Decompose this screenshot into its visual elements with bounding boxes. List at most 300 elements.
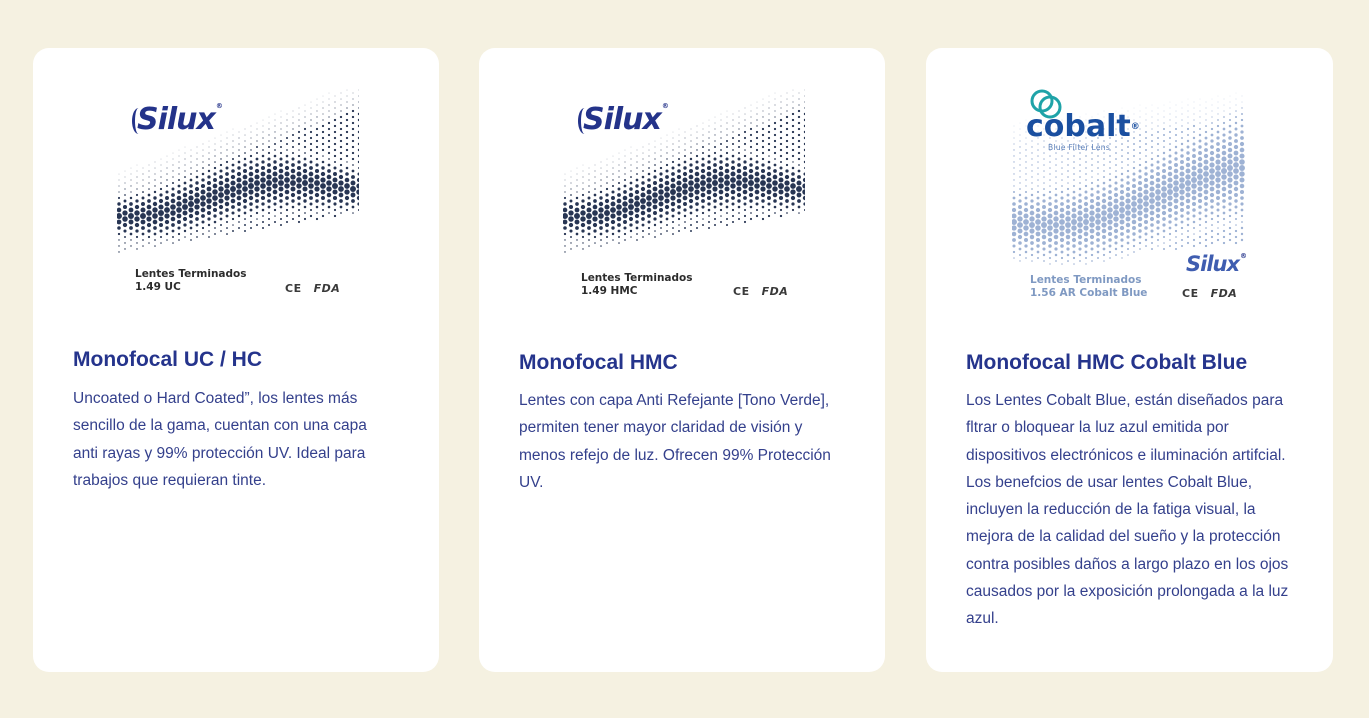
halftone-dot [339, 193, 344, 198]
halftone-dot [618, 182, 620, 184]
halftone-dot [231, 205, 235, 209]
halftone-dot [195, 187, 199, 191]
halftone-dot [238, 149, 239, 150]
halftone-dot [1163, 128, 1165, 130]
halftone-dot [714, 224, 716, 226]
halftone-dot [230, 186, 236, 192]
halftone-dot [1115, 248, 1117, 250]
halftone-dot [1025, 161, 1026, 162]
halftone-dot [1162, 217, 1166, 221]
halftone-dot [1228, 202, 1231, 205]
halftone-dot [328, 110, 329, 111]
halftone-dot [1146, 108, 1147, 109]
halftone-dot [646, 201, 651, 206]
halftone-dot [1018, 241, 1022, 245]
halftone-dot [575, 202, 579, 206]
halftone-dot [677, 199, 682, 204]
halftone-dot [1155, 195, 1161, 201]
halftone-dot [1218, 102, 1219, 103]
halftone-dot [292, 212, 294, 214]
halftone-dot [1211, 230, 1213, 232]
halftone-dot [774, 212, 776, 214]
halftone-dot [1229, 227, 1231, 229]
halftone-dot [619, 159, 620, 160]
halftone-dot [184, 170, 185, 171]
halftone-dot [707, 190, 712, 195]
halftone-dot [774, 158, 776, 160]
halftone-dot [792, 125, 794, 127]
halftone-dot [296, 183, 301, 188]
halftone-dot [1191, 189, 1196, 194]
halftone-dot [1175, 224, 1178, 227]
halftone-dot [1079, 188, 1081, 190]
halftone-dot [660, 155, 661, 156]
halftone-dot [792, 113, 794, 115]
halftone-dot [791, 178, 796, 183]
halftone-dot [605, 229, 608, 232]
halftone-dot [624, 185, 627, 188]
halftone-dot [611, 226, 614, 229]
halftone-dot [640, 204, 645, 209]
halftone-dot [1169, 227, 1172, 230]
halftone-dot [774, 116, 775, 117]
halftone-dot [160, 236, 162, 238]
halftone-dot [750, 152, 752, 154]
halftone-dot [280, 158, 283, 161]
halftone-dot [1060, 232, 1065, 237]
halftone-dot [1143, 189, 1148, 194]
halftone-dot [1109, 251, 1111, 253]
halftone-dot [1108, 196, 1112, 200]
halftone-dot [1109, 161, 1111, 163]
halftone-dot [1023, 213, 1028, 218]
halftone-dot [208, 164, 210, 166]
halftone-dot [1053, 228, 1058, 233]
halftone-dot [664, 186, 669, 191]
halftone-dot [298, 155, 300, 157]
halftone-dot [569, 205, 573, 209]
halftone-dot [220, 218, 223, 221]
halftone-dot [589, 168, 590, 169]
halftone-dot [292, 152, 294, 154]
halftone-dot [220, 164, 222, 166]
halftone-dot [286, 131, 287, 132]
halftone-dot [1228, 190, 1232, 194]
halftone-dot [792, 149, 794, 151]
halftone-dot [702, 212, 704, 214]
halftone-dot [780, 209, 782, 211]
halftone-dot [1012, 208, 1016, 212]
halftone-dot [164, 213, 169, 218]
halftone-dot [652, 192, 658, 198]
halftone-dot [634, 195, 639, 200]
halftone-dot [1240, 196, 1244, 200]
halftone-dot [665, 205, 669, 209]
halftone-dot [1204, 196, 1208, 200]
halftone-dot [804, 125, 805, 127]
halftone-dot [708, 209, 711, 212]
halftone-dot [1079, 260, 1081, 262]
halftone-dot [214, 161, 216, 163]
halftone-dot [176, 201, 181, 206]
halftone-dot [780, 113, 781, 114]
halftone-dot [1097, 179, 1099, 181]
halftone-dot [322, 215, 324, 217]
halftone-dot [326, 186, 331, 191]
halftone-dot [683, 178, 688, 183]
halftone-dot [625, 162, 626, 163]
halftone-dot [583, 177, 584, 178]
halftone-dot [1212, 99, 1213, 100]
halftone-dot [212, 195, 218, 201]
halftone-dot [799, 93, 800, 94]
halftone-dot [268, 152, 270, 154]
halftone-dot [1085, 191, 1088, 194]
halftone-dot [635, 190, 639, 194]
halftone-dot [1203, 165, 1208, 170]
halftone-dot [1205, 245, 1207, 247]
halftone-dot [1210, 151, 1214, 155]
halftone-dot [1198, 151, 1202, 155]
halftone-dot [1079, 176, 1081, 178]
halftone-dot [666, 218, 669, 221]
halftone-dot [1018, 199, 1021, 202]
halftone-dot [154, 185, 155, 186]
halftone-dot [1188, 111, 1189, 112]
halftone-dot [243, 193, 248, 198]
halftone-dot [233, 129, 234, 130]
halftone-dot [149, 171, 150, 172]
halftone-dot [1073, 251, 1076, 254]
halftone-dot [749, 169, 753, 173]
halftone-dot [328, 134, 330, 136]
halftone-dot [718, 177, 724, 183]
halftone-dot [251, 126, 252, 127]
halftone-dot [696, 209, 699, 212]
halftone-dot [136, 182, 137, 183]
halftone-dot [346, 209, 348, 211]
halftone-dot [719, 166, 723, 170]
halftone-dot [679, 141, 680, 142]
halftone-dot [1217, 113, 1218, 114]
halftone-dot [738, 134, 740, 136]
halftone-dot [1175, 242, 1177, 244]
halftone-dot [279, 163, 283, 167]
halftone-dot [131, 168, 132, 169]
halftone-dot [769, 108, 770, 109]
halftone-dot [744, 131, 746, 133]
halftone-dot [636, 173, 638, 175]
halftone-dot [232, 224, 234, 226]
halftone-dot [623, 190, 627, 194]
halftone-dot [786, 164, 788, 166]
halftone-dot [1155, 183, 1160, 188]
halftone-dot [1031, 152, 1032, 153]
halftone-dot [766, 183, 772, 189]
halftone-dot [1150, 223, 1154, 227]
halftone-dot [798, 110, 800, 112]
halftone-dot [267, 163, 271, 167]
halftone-dot [1167, 183, 1173, 189]
halftone-dot [676, 180, 681, 185]
halftone-dot [600, 179, 601, 180]
halftone-dot [1066, 247, 1069, 250]
halftone-dot [714, 152, 716, 154]
halftone-dot [1192, 148, 1195, 151]
halftone-dot [1108, 184, 1111, 187]
halftone-dot [780, 137, 782, 139]
halftone-dot [630, 164, 631, 165]
halftone-dot [1163, 158, 1166, 161]
halftone-dot [677, 205, 681, 209]
halftone-dot [296, 177, 302, 183]
halftone-dot [1174, 199, 1179, 204]
halftone-dot [683, 172, 687, 176]
halftone-dot [225, 172, 229, 176]
halftone-dot [599, 220, 604, 225]
halftone-dot [1017, 222, 1023, 228]
halftone-dot [321, 202, 324, 205]
halftone-dot [125, 171, 126, 172]
halftone-dot [1091, 158, 1093, 160]
halftone-dot [260, 177, 266, 183]
halftone-dot [1240, 136, 1244, 140]
halftone-dot [344, 189, 349, 194]
halftone-dot [1227, 171, 1233, 177]
halftone-dot [184, 164, 185, 165]
halftone-dot [1073, 161, 1075, 163]
halftone-dot [1095, 213, 1101, 219]
halftone-dot [147, 229, 150, 232]
halftone-dot [136, 242, 137, 243]
halftone-dot [647, 214, 651, 218]
halftone-dot [209, 147, 210, 148]
halftone-dot [1037, 149, 1039, 151]
halftone-dot [762, 140, 764, 142]
halftone-dot [780, 161, 782, 163]
halftone-dot [1036, 238, 1040, 242]
halftone-dot [694, 189, 699, 194]
halftone-dot [798, 206, 801, 209]
halftone-dot [242, 186, 248, 192]
halftone-dot [1180, 154, 1183, 157]
halftone-dot [322, 155, 324, 157]
halftone-dot [724, 174, 729, 179]
halftone-dot [165, 220, 169, 224]
halftone-dot [1067, 158, 1069, 160]
halftone-dot [714, 146, 716, 148]
halftone-dot [670, 183, 675, 188]
halftone-dot [798, 152, 800, 154]
halftone-dot [786, 146, 788, 148]
halftone-dot [606, 182, 608, 184]
halftone-dot [677, 211, 680, 214]
halftone-dot [128, 213, 134, 219]
halftone-dot [334, 149, 336, 151]
halftone-dot [1073, 179, 1075, 181]
halftone-dot [352, 164, 354, 166]
halftone-dot [1037, 167, 1039, 169]
halftone-dot [292, 128, 293, 129]
halftone-dot [327, 199, 331, 203]
halftone-dot [594, 182, 595, 183]
halftone-dot [322, 131, 324, 133]
halftone-dot [1185, 180, 1191, 186]
halftone-dot [804, 209, 805, 211]
halftone-dot [690, 218, 692, 220]
halftone-dot [219, 211, 222, 214]
halftone-dot [1168, 166, 1172, 170]
halftone-dot [625, 150, 626, 151]
halftone-dot [775, 93, 776, 94]
halftone-dot [678, 218, 680, 220]
halftone-dot [1223, 122, 1225, 124]
halftone-dot [780, 215, 782, 217]
halftone-dot [212, 189, 218, 195]
halftone-dot [188, 207, 193, 212]
halftone-dot [298, 137, 300, 139]
halftone-dot [1049, 191, 1051, 193]
halftone-dot [1186, 169, 1191, 174]
halftone-dot [738, 146, 740, 148]
halftone-dot [201, 184, 205, 188]
halftone-dot [1155, 189, 1161, 195]
halftone-dot [196, 176, 199, 179]
halftone-dot [653, 175, 656, 178]
halftone-dot [165, 226, 168, 229]
halftone-dot [1061, 161, 1063, 163]
halftone-dot [1234, 193, 1238, 197]
halftone-dot [299, 114, 300, 115]
halftone-dot [328, 140, 330, 142]
halftone-dot [171, 217, 176, 222]
halftone-dot [340, 158, 342, 160]
halftone-dot [178, 167, 179, 168]
halftone-dot [273, 196, 277, 200]
halftone-dot [310, 143, 312, 145]
halftone-dot [281, 111, 282, 112]
halftone-dot [1103, 182, 1106, 185]
halftone-dot [119, 174, 120, 175]
halftone-dot [749, 199, 752, 202]
halftone-dot [618, 188, 621, 191]
halftone-dot [618, 236, 620, 238]
halftone-dot [250, 149, 251, 150]
halftone-dot [1137, 204, 1143, 210]
halftone-dot [243, 199, 247, 203]
halftone-dot [274, 215, 276, 217]
halftone-dot [1019, 182, 1020, 183]
halftone-dot [1187, 122, 1188, 123]
halftone-dot [737, 169, 742, 174]
halftone-dot [358, 101, 359, 102]
halftone-dot [708, 137, 709, 138]
halftone-dot [619, 165, 620, 166]
halftone-dot [226, 149, 227, 150]
halftone-dot [766, 177, 771, 182]
silux-logo: Silux® [1186, 252, 1246, 276]
halftone-dot [701, 205, 704, 208]
halftone-dot [1181, 239, 1183, 241]
halftone-dot [1138, 181, 1142, 185]
halftone-dot [297, 196, 301, 200]
halftone-dot [678, 224, 680, 226]
halftone-dot [173, 165, 174, 166]
halftone-dot [1182, 108, 1183, 109]
halftone-dot [346, 125, 348, 127]
halftone-dot [714, 140, 715, 141]
halftone-dot [230, 180, 235, 185]
halftone-dot [1043, 146, 1045, 148]
halftone-dot [1020, 129, 1021, 130]
halftone-dot [1199, 236, 1201, 238]
halftone-dot [581, 205, 585, 209]
halftone-dot [1241, 107, 1242, 108]
halftone-dot [1188, 105, 1189, 106]
halftone-dot [147, 223, 151, 227]
halftone-dot [321, 190, 326, 195]
halftone-dot [1019, 158, 1020, 159]
halftone-dot [196, 230, 198, 232]
halftone-dot [190, 167, 191, 168]
halftone-dot [1089, 210, 1094, 215]
halftone-dot [340, 110, 341, 111]
halftone-dot [334, 119, 336, 121]
halftone-dot [786, 122, 788, 124]
halftone-dot [250, 137, 251, 138]
halftone-dot [768, 209, 770, 211]
halftone-dot [129, 202, 133, 206]
halftone-dot [744, 137, 746, 139]
halftone-dot [310, 161, 313, 164]
halftone-dot [1043, 194, 1046, 197]
halftone-dot [196, 158, 197, 159]
halftone-dot [1067, 164, 1069, 166]
halftone-dot [1222, 139, 1226, 143]
halftone-dot [595, 171, 596, 172]
halftone-dot [1133, 245, 1135, 247]
halftone-dot [275, 126, 276, 127]
halftone-dot [576, 185, 577, 186]
halftone-dot [707, 196, 711, 200]
halftone-dot [600, 233, 603, 236]
halftone-dot [142, 179, 143, 180]
halftone-dot [768, 215, 770, 217]
halftone-dot [224, 195, 229, 200]
halftone-dot [1107, 219, 1112, 224]
halftone-dot [213, 208, 217, 212]
halftone-dot [135, 223, 139, 227]
halftone-dot [1042, 235, 1047, 240]
halftone-dot [1085, 173, 1087, 175]
halftone-dot [305, 111, 306, 112]
halftone-dot [334, 125, 336, 127]
halftone-dot [1014, 132, 1015, 133]
halftone-dot [791, 202, 794, 205]
halftone-dot [1023, 225, 1028, 230]
halftone-dot [1018, 235, 1022, 239]
halftone-dot [206, 198, 212, 204]
halftone-dot [335, 96, 336, 97]
halftone-dot [208, 152, 209, 153]
halftone-dot [724, 186, 729, 191]
halftone-dot [618, 176, 619, 177]
halftone-dot [172, 182, 174, 184]
halftone-dot [666, 158, 667, 159]
halftone-dot [226, 221, 228, 223]
halftone-dot [322, 149, 324, 151]
halftone-dot [226, 155, 227, 156]
